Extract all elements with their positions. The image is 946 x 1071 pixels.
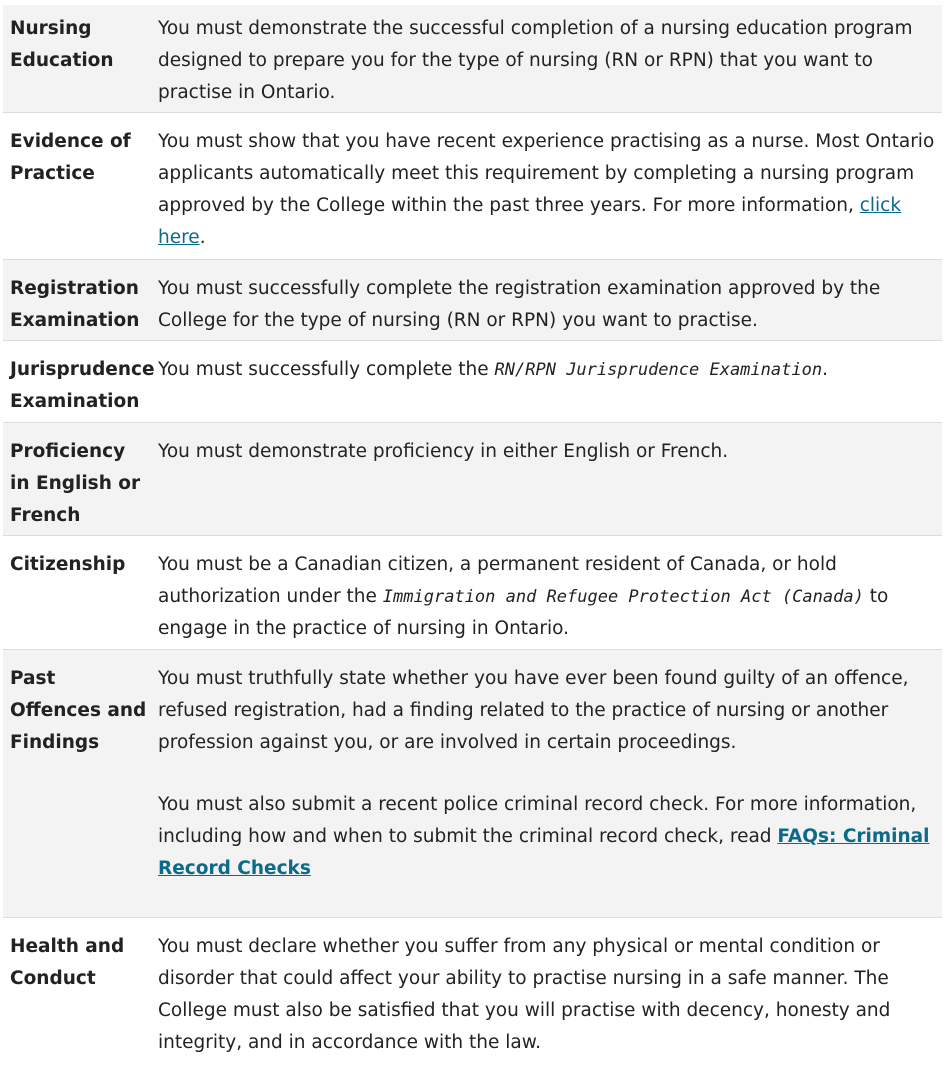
faq-criminal-record-link[interactable]: FAQs: Criminal Record Checks — [158, 825, 930, 879]
row-description — [151, 340, 942, 422]
row-text: You must also submit a recent police criminal record check. For more information, including how and when to submit the criminal record check, read — [158, 793, 917, 847]
row-label: Evidence of Practice — [10, 130, 131, 184]
table-row — [3, 340, 942, 422]
row-text: You must show that you have recent experience practising as a nurse. Most Ontario applicants automatically meet this requirement by completing a nursing program approved by the College within the past three years. For more information, — [158, 130, 935, 216]
table-row — [3, 112, 942, 259]
row-description — [151, 649, 942, 917]
row-label: Nursing Education — [10, 18, 114, 71]
row-label: Health and Conduct — [10, 935, 125, 989]
row-text: You must successfully complete the — [158, 358, 495, 380]
row-description — [151, 535, 942, 649]
row-label: Proficiency in English or French — [10, 440, 141, 526]
table-row — [3, 917, 942, 1066]
row-description — [151, 112, 942, 259]
paragraph: You must truthfully state whether you have ever been found guilty of an offence, refused registration, had a finding related to the practice of nursing or another profession against you, or are involved in certain proceedings. — [158, 667, 909, 753]
table-row — [3, 5, 942, 112]
row-label: Jurisprudence Examination — [10, 358, 155, 412]
table-row — [3, 259, 942, 340]
row-label: Past Offences and Findings — [10, 667, 147, 753]
click-here-link[interactable]: click here — [158, 194, 902, 248]
row-description: You must demonstrate the successful completion of a nursing education program designed to prepare you for the type of nursing (RN or RPN) that you want to practise in Ontario. — [158, 18, 913, 103]
row-description: You must declare whether you suffer from any physical or mental condition or disorder that could affect your ability to practise nursing in a safe manner. The College must also be satisfied that you will practise with decency, honesty and integrity, and in accordance with the law. — [158, 935, 891, 1053]
table-row — [3, 535, 942, 649]
row-text-end: to engage in the practice of nursing in Ontario. — [158, 585, 889, 639]
table-row — [3, 649, 942, 917]
row-label: Registration Examination — [10, 277, 140, 331]
act-name: Immigration and Refugee Protection Act (Canada) — [382, 586, 864, 607]
table-row — [3, 422, 942, 535]
row-description: You must successfully complete the registration examination approved by the College for the type of nursing (RN or RPN) you want to practise. — [158, 277, 881, 331]
row-text-end: . — [199, 226, 206, 248]
row-text: You must be a Canadian citizen, a permanent resident of Canada, or hold authorization under the — [158, 553, 837, 607]
requirements-table — [3, 5, 942, 1066]
row-label: Citizenship — [10, 553, 126, 575]
row-text-end: . — [822, 358, 828, 380]
row-description: You must demonstrate proficiency in either English or French. — [158, 440, 729, 462]
exam-name: RN/RPN Jurisprudence Examination — [494, 359, 823, 380]
paragraph — [158, 789, 936, 885]
